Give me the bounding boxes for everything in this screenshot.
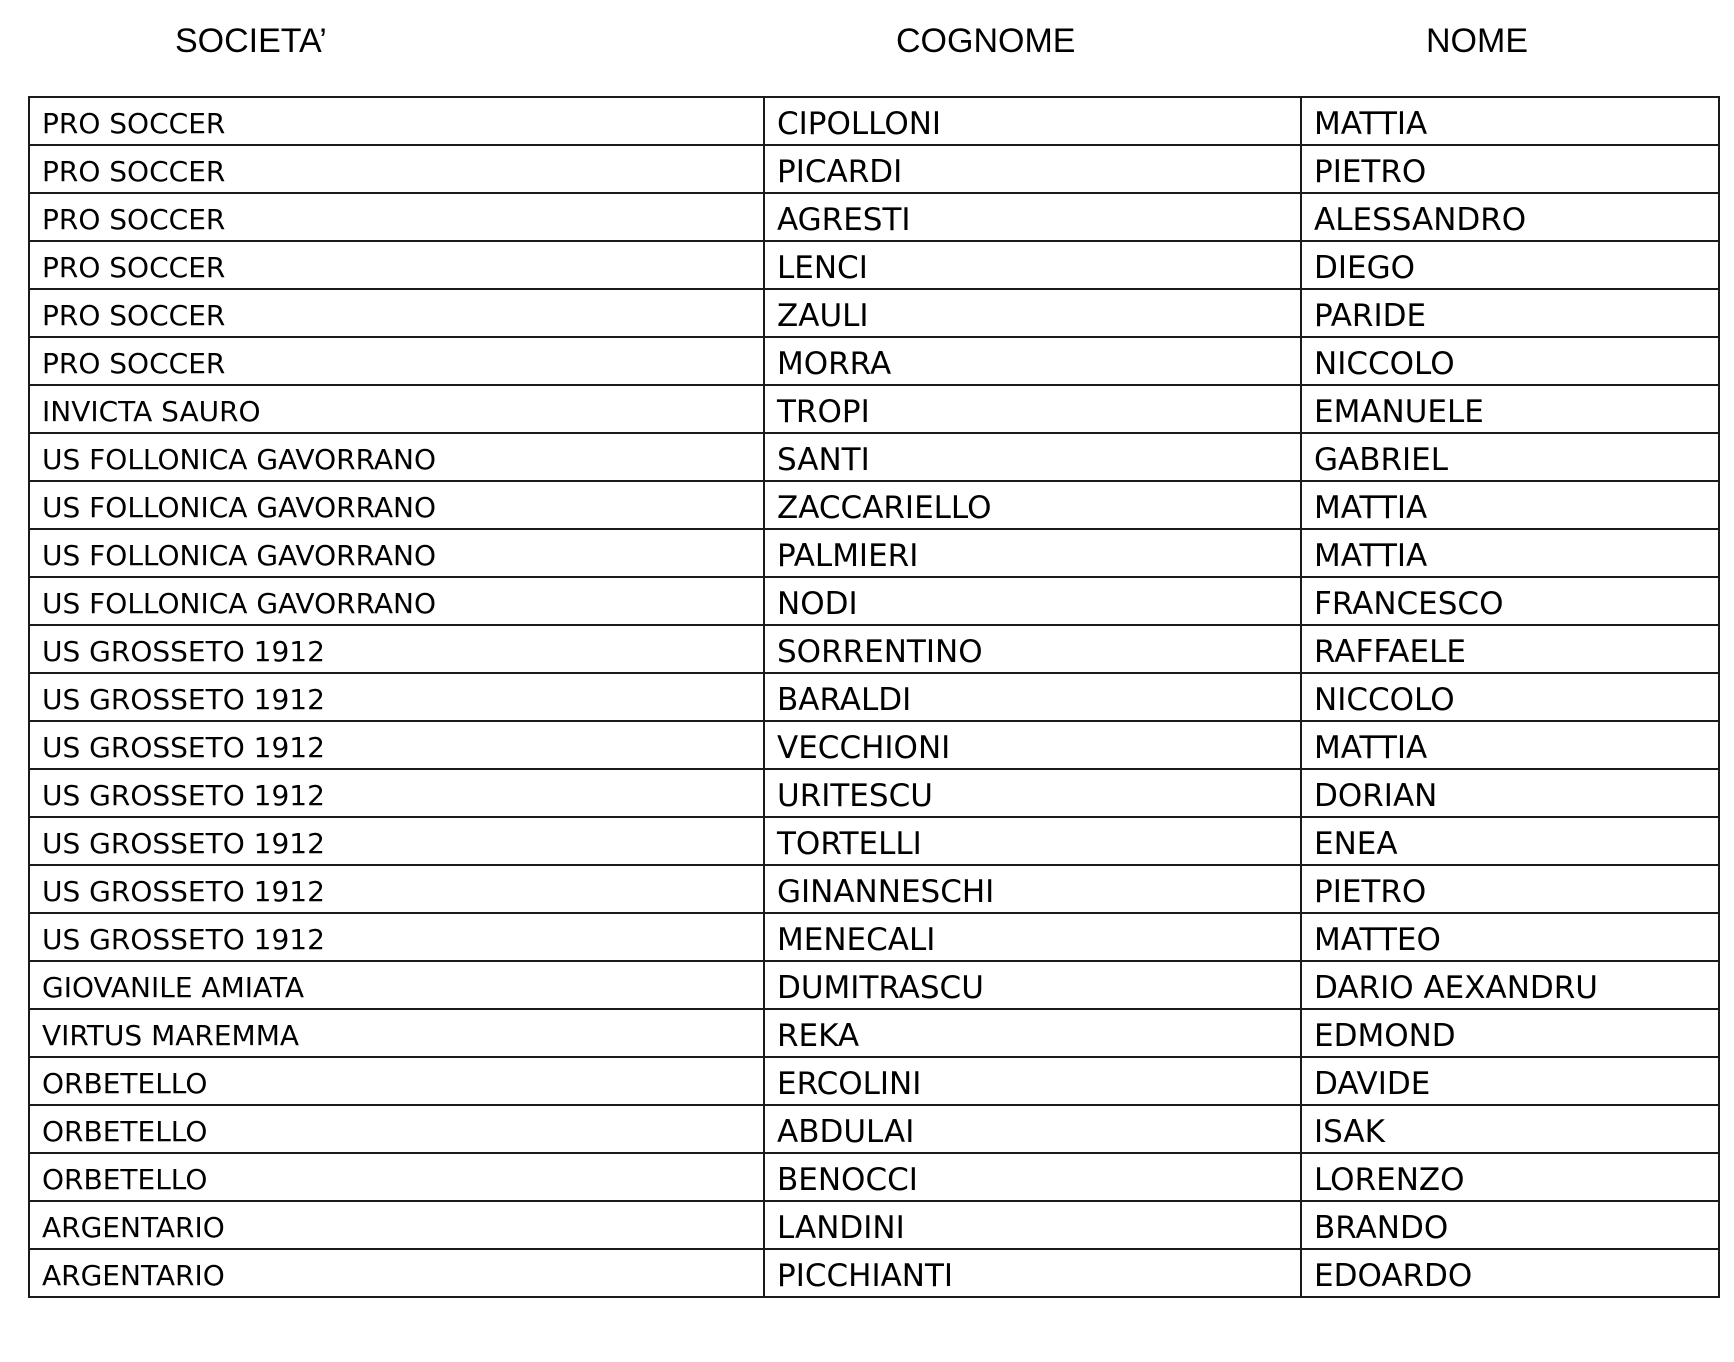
cell-cognome: MORRA — [764, 337, 1301, 385]
table-row — [29, 97, 1719, 145]
table-row — [29, 529, 1719, 577]
cell-societa: US GROSSETO 1912 — [29, 865, 764, 913]
cell-cognome: PALMIERI — [764, 529, 1301, 577]
cell-nome: GABRIEL — [1301, 433, 1719, 481]
cell-nome: DARIO AEXANDRU — [1301, 961, 1719, 1009]
cell-nome: FRANCESCO — [1301, 577, 1719, 625]
cell-nome: PARIDE — [1301, 289, 1719, 337]
cell-societa: PRO SOCCER — [29, 145, 764, 193]
cell-nome: MATTIA — [1301, 481, 1719, 529]
table-row — [29, 865, 1719, 913]
table-row — [29, 721, 1719, 769]
cell-societa: US GROSSETO 1912 — [29, 673, 764, 721]
cell-societa: ORBETELLO — [29, 1057, 764, 1105]
table-row — [29, 337, 1719, 385]
table-row — [29, 961, 1719, 1009]
cell-cognome: PICARDI — [764, 145, 1301, 193]
cell-cognome: BENOCCI — [764, 1153, 1301, 1201]
cell-societa: PRO SOCCER — [29, 289, 764, 337]
cell-societa: GIOVANILE AMIATA — [29, 961, 764, 1009]
table-row — [29, 385, 1719, 433]
cell-societa: US GROSSETO 1912 — [29, 625, 764, 673]
cell-cognome: PICCHIANTI — [764, 1249, 1301, 1297]
table-row — [29, 769, 1719, 817]
cell-cognome: ERCOLINI — [764, 1057, 1301, 1105]
cell-cognome: BARALDI — [764, 673, 1301, 721]
cell-cognome: MENECALI — [764, 913, 1301, 961]
cell-societa: PRO SOCCER — [29, 193, 764, 241]
cell-societa: PRO SOCCER — [29, 337, 764, 385]
header-cognome: COGNOME — [896, 22, 1076, 60]
cell-nome: ISAK — [1301, 1105, 1719, 1153]
cell-societa: US FOLLONICA GAVORRANO — [29, 577, 764, 625]
table-row — [29, 673, 1719, 721]
cell-nome: MATTIA — [1301, 97, 1719, 145]
cell-societa: ARGENTARIO — [29, 1201, 764, 1249]
table-row — [29, 1249, 1719, 1297]
cell-nome: ENEA — [1301, 817, 1719, 865]
cell-cognome: REKA — [764, 1009, 1301, 1057]
cell-nome: RAFFAELE — [1301, 625, 1719, 673]
cell-nome: NICCOLO — [1301, 673, 1719, 721]
table-row — [29, 433, 1719, 481]
cell-cognome: DUMITRASCU — [764, 961, 1301, 1009]
cell-cognome: URITESCU — [764, 769, 1301, 817]
cell-cognome: AGRESTI — [764, 193, 1301, 241]
header-nome: NOME — [1426, 22, 1528, 60]
cell-societa: US FOLLONICA GAVORRANO — [29, 481, 764, 529]
cell-cognome: ZAULI — [764, 289, 1301, 337]
players-table — [28, 96, 1720, 1298]
cell-cognome: LENCI — [764, 241, 1301, 289]
cell-nome: BRANDO — [1301, 1201, 1719, 1249]
cell-nome: EDMOND — [1301, 1009, 1719, 1057]
cell-societa: US GROSSETO 1912 — [29, 721, 764, 769]
cell-societa: ARGENTARIO — [29, 1249, 764, 1297]
cell-societa: US FOLLONICA GAVORRANO — [29, 529, 764, 577]
table-row — [29, 289, 1719, 337]
cell-cognome: ZACCARIELLO — [764, 481, 1301, 529]
cell-societa: US GROSSETO 1912 — [29, 817, 764, 865]
table-row — [29, 913, 1719, 961]
cell-societa: INVICTA SAURO — [29, 385, 764, 433]
table-row — [29, 193, 1719, 241]
cell-nome: PIETRO — [1301, 145, 1719, 193]
table-row — [29, 625, 1719, 673]
players-table-body — [29, 97, 1719, 1297]
cell-cognome: TORTELLI — [764, 817, 1301, 865]
cell-societa: PRO SOCCER — [29, 97, 764, 145]
table-row — [29, 1201, 1719, 1249]
cell-cognome: ABDULAI — [764, 1105, 1301, 1153]
cell-societa: PRO SOCCER — [29, 241, 764, 289]
header-societa: SOCIETA’ — [175, 22, 327, 60]
cell-societa: US GROSSETO 1912 — [29, 913, 764, 961]
cell-societa: US GROSSETO 1912 — [29, 769, 764, 817]
cell-cognome: NODI — [764, 577, 1301, 625]
cell-nome: NICCOLO — [1301, 337, 1719, 385]
cell-nome: PIETRO — [1301, 865, 1719, 913]
table-row — [29, 1105, 1719, 1153]
table-row — [29, 577, 1719, 625]
cell-nome: MATTIA — [1301, 529, 1719, 577]
cell-nome: ALESSANDRO — [1301, 193, 1719, 241]
cell-nome: EMANUELE — [1301, 385, 1719, 433]
table-row — [29, 145, 1719, 193]
cell-cognome: TROPI — [764, 385, 1301, 433]
cell-nome: LORENZO — [1301, 1153, 1719, 1201]
cell-nome: DORIAN — [1301, 769, 1719, 817]
column-headers — [0, 16, 1734, 66]
table-row — [29, 1153, 1719, 1201]
cell-cognome: VECCHIONI — [764, 721, 1301, 769]
cell-nome: DIEGO — [1301, 241, 1719, 289]
cell-nome: MATTIA — [1301, 721, 1719, 769]
cell-cognome: GINANNESCHI — [764, 865, 1301, 913]
cell-nome: EDOARDO — [1301, 1249, 1719, 1297]
cell-nome: MATTEO — [1301, 913, 1719, 961]
cell-cognome: CIPOLLONI — [764, 97, 1301, 145]
cell-societa: VIRTUS MAREMMA — [29, 1009, 764, 1057]
table-row — [29, 241, 1719, 289]
table-row — [29, 817, 1719, 865]
cell-cognome: SANTI — [764, 433, 1301, 481]
table-row — [29, 1009, 1719, 1057]
table-row — [29, 1057, 1719, 1105]
cell-societa: US FOLLONICA GAVORRANO — [29, 433, 764, 481]
cell-cognome: SORRENTINO — [764, 625, 1301, 673]
table-row — [29, 481, 1719, 529]
cell-societa: ORBETELLO — [29, 1153, 764, 1201]
cell-cognome: LANDINI — [764, 1201, 1301, 1249]
cell-societa: ORBETELLO — [29, 1105, 764, 1153]
cell-nome: DAVIDE — [1301, 1057, 1719, 1105]
